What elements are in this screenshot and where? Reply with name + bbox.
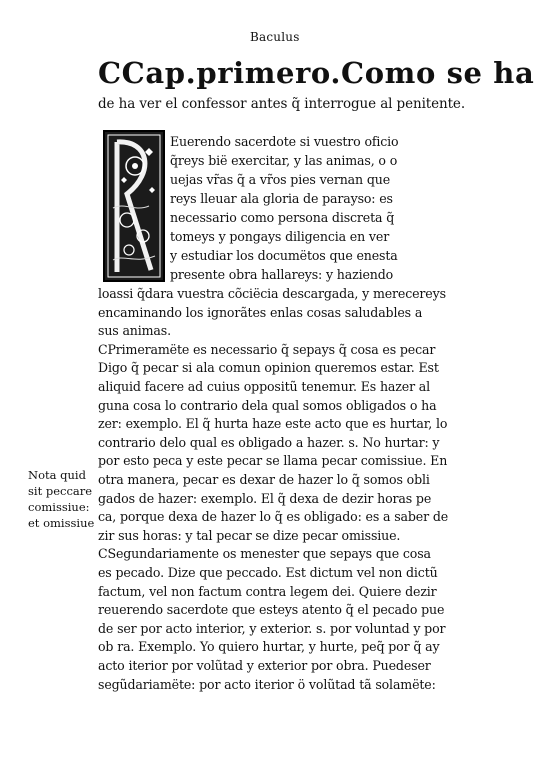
text-line: necessario como persona discreta q̃ [170, 210, 395, 225]
text-line: contrario delo qual es obligado a hazer. s. No hurtar: y [98, 434, 440, 450]
text-line: Euerendo sacerdote si vuestro oficio [170, 134, 399, 149]
text-line: sus animas. [98, 323, 171, 339]
text-line: es pecado. Dize que peccado. Est dictum vel non dictũ [98, 565, 438, 580]
marginal-note-line: Nota quid [28, 468, 86, 482]
text-line: q̃reys bië exercitar, y las animas, o o [170, 153, 398, 168]
marginal-note-line: comissiue: [28, 500, 90, 514]
running-head: Baculus [250, 30, 300, 44]
text-line: factum, vel non factum contra legem dei. Quiere dezir [98, 583, 437, 599]
text-line: otra manera, pecar es dexar de hazer lo q̃ somos obli [98, 472, 430, 487]
text-line: ca, porque dexa de hazer lo q̃ es obligado: es a saber de [98, 509, 449, 525]
text-line: de ser por acto interior, y exterior. s. por voluntad y por [98, 620, 446, 636]
text-line: Digo q̃ pecar si ala comun opinion queremos estar. Est [98, 360, 439, 376]
text-line: ob ra. Exemplo. Yo quiero hurtar, y hurte, peq̃ por q̃ ay [98, 639, 440, 655]
text-line: aliquid facere ad cuius oppositũ tenemur. Es hazer al [98, 379, 431, 394]
decorated-initial-r-icon [103, 130, 165, 282]
marginal-note-line: et omissiue [28, 516, 95, 530]
text-line: reys lleuar ala gloria de parayso: es [170, 191, 393, 206]
marginal-note-line: sit peccare [28, 484, 93, 498]
text-line: reuerendo sacerdote que esteys atento q̃ el pecado pue [98, 602, 445, 618]
text-line: zir sus horas: y tal pecar se dize pecar omissiue. [98, 527, 401, 543]
text-line: zer: exemplo. El q̃ hurta haze este acto que es hurtar, lo [98, 416, 448, 432]
text-line: gados de hazer: exemplo. El q̃ dexa de dezir horas pe [98, 490, 432, 506]
text-line: y estudiar los documëtos que enesta [170, 248, 398, 263]
text-line: loassi q̃dara vuestra cõciëcia descargada, y merecereys [98, 286, 446, 301]
text-line: CPrimeramëte es necessario q̃ sepays q̃ cosa es pecar [98, 341, 436, 357]
chapter-subtitle: de ha ver el confessor antes q̃ interrogue al penitente. [98, 96, 466, 112]
text-line: CSegundariamente os menester que sepays que cosa [98, 546, 431, 562]
text-line: acto iterior por volũtad y exterior por obra. Puedeser [98, 658, 431, 673]
text-line: tomeys y pongays diligencia en ver [170, 229, 390, 244]
text-line: encaminando los ignorãtes enlas cosas saludables a [98, 304, 423, 320]
text-line: uejas vr̃as q̃ a vr̃os pies vernan que [170, 172, 391, 187]
text-line: presente obra hallareys: y haziendo [170, 267, 394, 282]
chapter-title: CCap.primero.Como se ha [98, 56, 535, 90]
text-line: por esto peca y este pecar se llama pecar comissiue. En [98, 453, 448, 469]
text-line: guna cosa lo contrario dela qual somos obligados o ha [98, 397, 437, 413]
text-line: segũdariamëte: por acto iterior ö volũtad tã solamëte: [98, 676, 436, 692]
